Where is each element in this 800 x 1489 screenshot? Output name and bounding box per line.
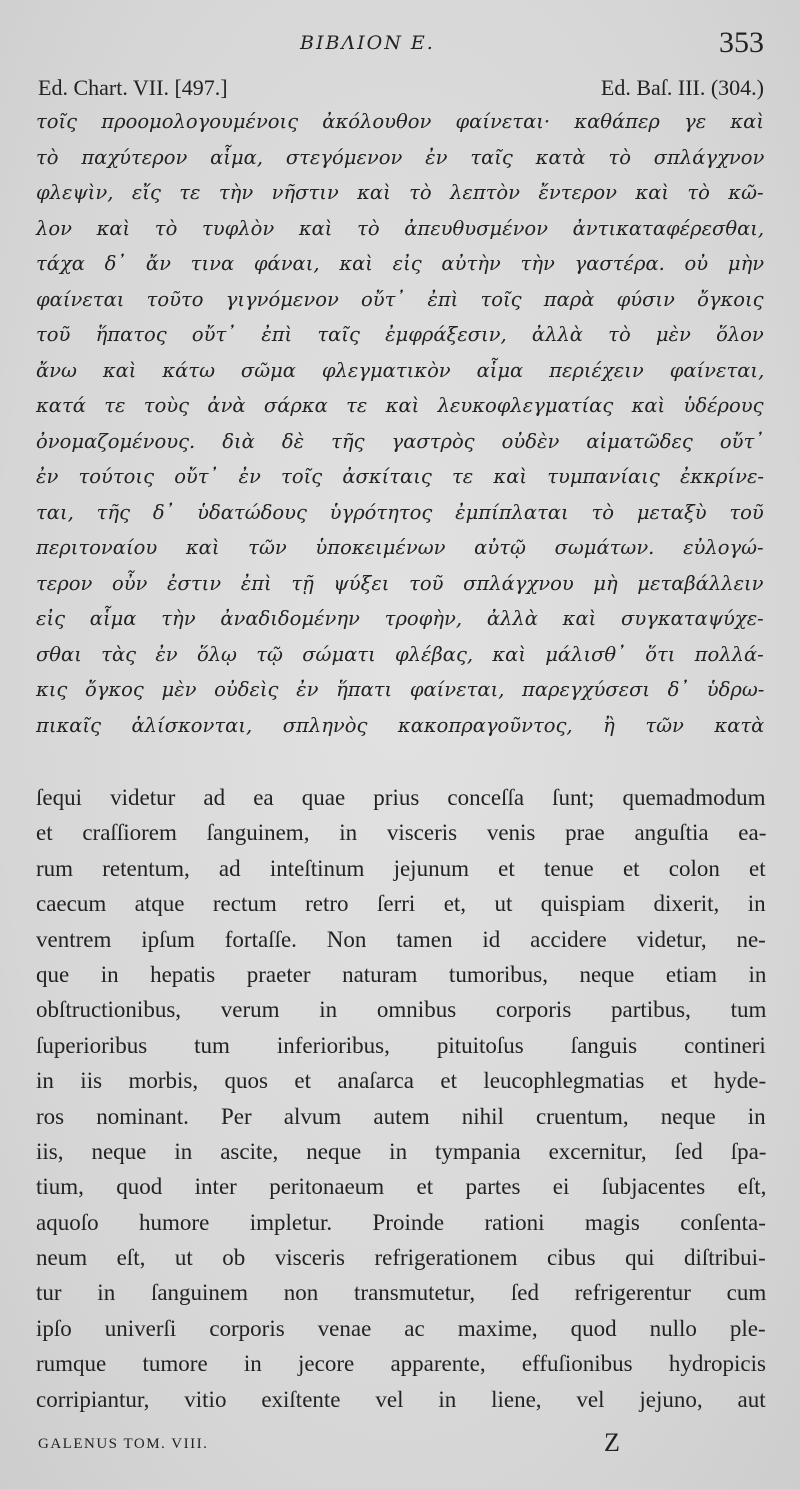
- greek-line: εἰς αἷμα τὴν ἀναδιδομένην τροφὴν, ἀλλὰ καὶ συγκαταψύχε-: [36, 607, 764, 630]
- latin-line: ſuperioribus tum inferioribus, pituitoſus ſanguis contineri: [36, 1032, 766, 1058]
- latin-text-block: [36, 780, 766, 1417]
- page-footer: [38, 1428, 764, 1460]
- book-title: ΒΙΒΛΙΟΝ Ε.: [300, 32, 435, 54]
- greek-line: τοῦ ἥπατος οὔτ᾽ ἐπὶ ταῖς ἐμφράξεσιν, ἀλλὰ τὸ μὲν ὅλον: [36, 323, 764, 346]
- greek-line: τάχα δ᾽ ἄν τινα φάναι, καὶ εἰς αὐτὴν τὴν γαστέρα. οὐ μὴν: [36, 252, 765, 275]
- greek-line: ἐν τούτοις οὔτ᾽ ἐν τοῖς ἀσκίταις τε καὶ τυμπανίαις ἐκκρίνε-: [36, 465, 765, 488]
- latin-line: ventrem ipſum fortaſſe. Non tamen id accidere videtur, ne-: [36, 926, 766, 952]
- latin-line: aquoſo humore impletur. Proinde rationi magis conſenta-: [36, 1209, 766, 1235]
- greek-line: φλεψὶν, εἴς τε τὴν νῆστιν καὶ τὸ λεπτὸν ἔντερον καὶ τὸ κῶ-: [36, 181, 764, 204]
- latin-line: caecum atque rectum retro ſerri et, ut quispiam dixerit, in: [36, 891, 766, 917]
- edition-references: [38, 75, 764, 105]
- volume-signature: GALENUS TOM. VIII.: [38, 1436, 209, 1452]
- latin-line: ipſo univerſi corporis venae ac maxime, quod nullo ple-: [36, 1315, 766, 1341]
- edition-chartier-ref: Ed. Chart. VII. [497.]: [38, 75, 228, 100]
- gathering-mark: Z: [604, 1428, 620, 1457]
- greek-line: πικαῖς ἁλίσκονται, σπληνὸς κακοπραγοῦντος, ἢ τῶν κατὰ: [36, 713, 765, 737]
- latin-line: et craſſiorem ſanguinem, in visceris venis prae anguſtia ea-: [36, 820, 767, 846]
- latin-line: rumque tumore in jecore apparente, effuſionibus hydropicis: [36, 1351, 766, 1377]
- greek-line: τερον οὖν ἐστιν ἐπὶ τῇ ψύξει τοῦ σπλάγχνου μὴ μεταβάλλειν: [36, 571, 764, 595]
- latin-line: ros nominant. Per alvum autem nihil cruentum, neque in: [36, 1103, 766, 1129]
- latin-line: tium, quod inter peritonaeum et partes ei ſubjacentes eſt,: [36, 1174, 767, 1200]
- greek-line: κατά τε τοὺς ἀνὰ σάρκα τε καὶ λευκοφλεγματίας καὶ ὑδέρους: [36, 394, 764, 417]
- greek-line: περιτοναίου καὶ τῶν ὑποκειμένων αὐτῷ σωμάτων. εὐλογώ-: [36, 536, 764, 559]
- greek-line: τοῖς προομολογουμένοις ἀκόλουθον φαίνεται· καθάπερ γε καὶ: [36, 110, 765, 133]
- latin-line: neum eſt, ut ob visceris refrigerationem cibus qui diſtribui-: [36, 1245, 766, 1271]
- greek-line: σθαι τὰς ἐν ὅλῳ τῷ σώματι φλέβας, καὶ μάλισθ᾽ ὅτι πολλά-: [36, 642, 764, 666]
- latin-line: in iis morbis, quos et anaſarca et leucophlegmatias et hyde-: [36, 1068, 767, 1094]
- greek-line: ὀνομαζομένους. διὰ δὲ τῆς γαστρὸς οὐδὲν αἱματῶδες οὔτ᾽: [36, 429, 765, 453]
- latin-line: corripiantur, vitio exiſtente vel in liene, vel jejuno, aut: [36, 1386, 766, 1412]
- greek-line: ἄνω καὶ κάτω σῶμα φλεγματικὸν αἷμα περιέχειν φαίνεται,: [36, 358, 765, 382]
- latin-line: tur in ſanguinem non transmutetur, ſed refrigerentur cum: [36, 1280, 767, 1306]
- edition-basel-ref: Ed. Baſ. III. (304.): [600, 75, 764, 100]
- latin-line: rum retentum, ad inteſtinum jejunum et tenue et colon et: [36, 855, 766, 881]
- latin-line: iis, neque in ascite, neque in tympania excernitur, ſed ſpa-: [36, 1138, 767, 1164]
- page-number: 353: [719, 26, 764, 59]
- greek-line: ται, τῆς δ᾽ ὑδατώδους ὑγρότητος ἐμπίπλαται τὸ μεταξὺ τοῦ: [36, 500, 764, 524]
- latin-line: que in hepatis praeter naturam tumoribus, neque etiam in: [36, 961, 767, 987]
- latin-line: ſequi videtur ad ea quae prius conceſſa ſunt; quemadmodum: [36, 785, 766, 810]
- running-head: [0, 26, 800, 62]
- greek-text-block: [36, 104, 764, 743]
- greek-line: λον καὶ τὸ τυφλὸν καὶ τὸ ἀπευθυσμένον ἀντικαταφέρεσθαι,: [36, 216, 765, 240]
- greek-line: φαίνεται τοῦτο γιγνόμενον οὔτ᾽ ἐπὶ τοῖς παρὰ φύσιν ὄγκοις: [36, 287, 764, 311]
- greek-line: τὸ παχύτερον αἷμα, στεγόμενον ἐν ταῖς κατὰ τὸ σπλάγχνον: [36, 145, 765, 169]
- greek-line: κις ὄγκος μὲν οὐδεὶς ἐν ἥπατι φαίνεται, παρεγχύσεσι δ᾽ ὑδρω-: [36, 678, 765, 701]
- latin-line: obſtructionibus, verum in omnibus corporis partibus, tum: [36, 997, 767, 1023]
